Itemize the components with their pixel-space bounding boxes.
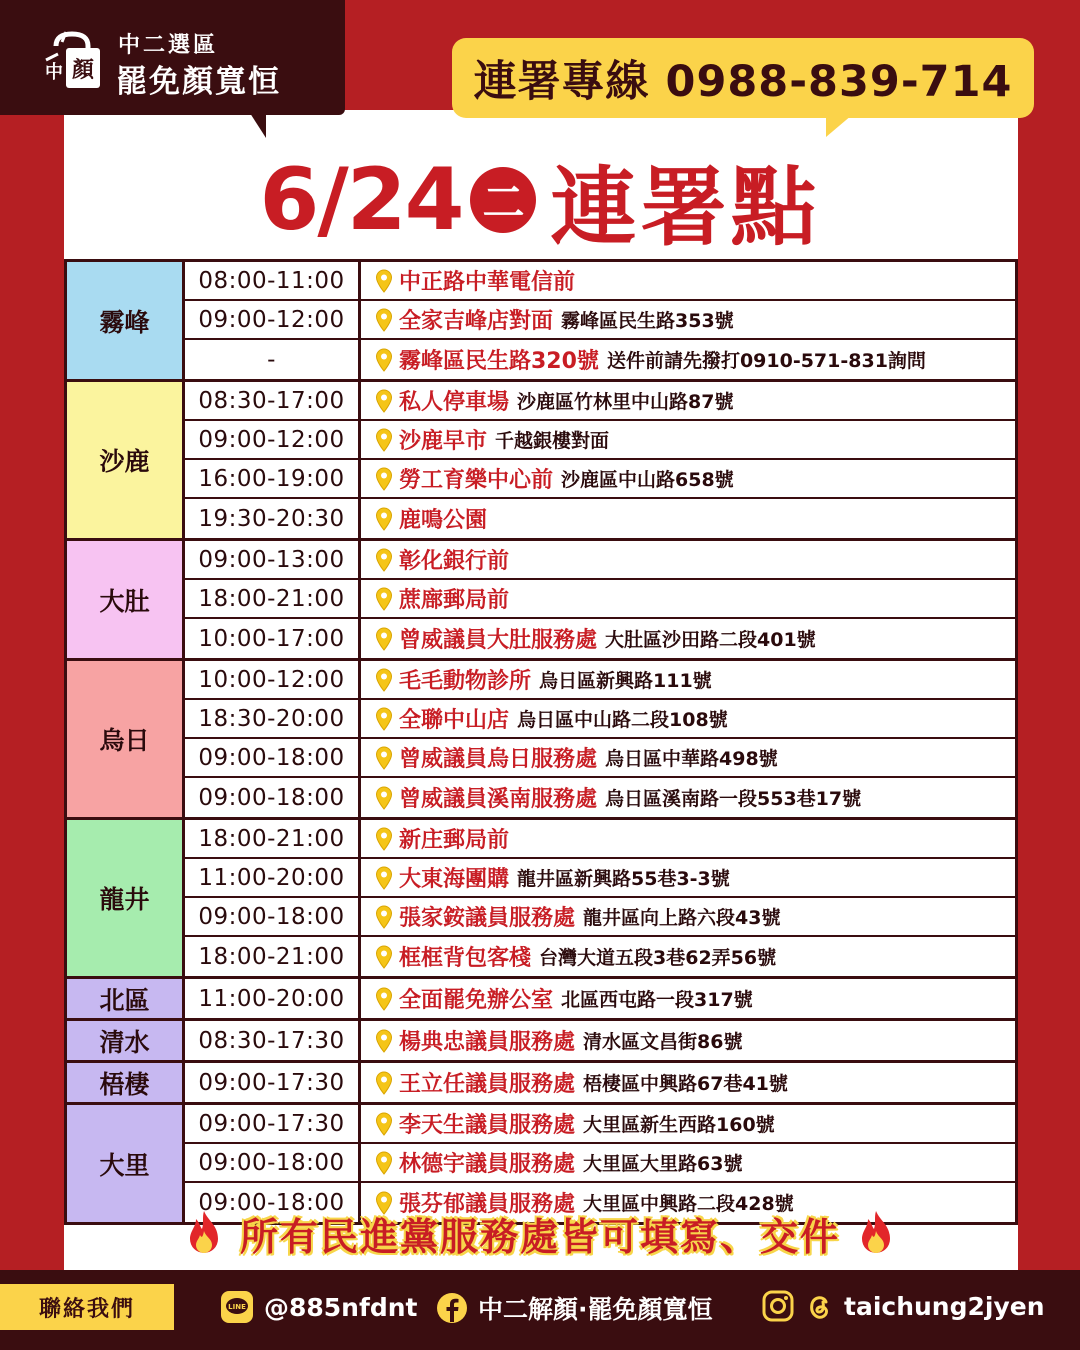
place-name: 全面罷免辦公室 (399, 988, 554, 1013)
table-row (185, 700, 1015, 739)
location-pin-icon (375, 668, 393, 692)
title-date: 6/24 (259, 150, 463, 250)
table-row (185, 460, 1015, 499)
location-pin-icon (375, 467, 393, 491)
place-address: 烏日區中華路498號 (605, 748, 778, 770)
place-name: 王立任議員服務處 (399, 1072, 576, 1097)
location-pin-icon (375, 507, 393, 531)
time-cell: 09:00-18:00 (185, 1144, 361, 1181)
place-address: 沙鹿區竹林里中山路87號 (517, 391, 734, 413)
place-name: 曾威議員烏日服務處 (399, 747, 598, 772)
table-row (185, 421, 1015, 460)
table-row (185, 340, 1015, 379)
location-pin-icon (375, 746, 393, 770)
region-rows (185, 979, 1015, 1018)
region-label: 梧棲 (67, 1063, 185, 1102)
location-pin-icon (375, 866, 393, 890)
brand-logo (42, 30, 104, 92)
location-pin-icon (375, 707, 393, 731)
place-name: 勞工育樂中心前 (399, 468, 554, 493)
location-cell (361, 1067, 788, 1098)
place-name: 大東海團購 (399, 867, 510, 892)
region-rows (185, 661, 1015, 817)
time-cell: 10:00-17:00 (185, 619, 361, 658)
location-pin-icon (375, 389, 393, 413)
place-address: 沙鹿區中山路658號 (561, 469, 734, 491)
instagram-handle: taichung2jyen (844, 1291, 1045, 1321)
table-row (185, 1105, 1015, 1144)
place-address: 霧峰區民生路353號 (561, 310, 734, 332)
place-name: 曾威議員溪南服務處 (399, 787, 598, 812)
location-cell (361, 862, 730, 893)
place-address: 烏日區新興路111號 (539, 670, 712, 692)
location-cell (361, 823, 509, 854)
place-name: 沙鹿早市 (399, 429, 488, 454)
table-row (185, 778, 1015, 817)
location-pin-icon (375, 1071, 393, 1095)
region-rows (185, 382, 1015, 538)
location-pin-icon (375, 1151, 393, 1175)
hotline-bubble (452, 38, 1034, 118)
place-address: 千越銀樓對面 (495, 430, 610, 452)
location-pin-icon (375, 1112, 393, 1136)
time-cell: 08:30-17:00 (185, 382, 361, 419)
location-cell (361, 344, 926, 375)
location-cell (361, 782, 861, 813)
brand-district: 中二選區 (118, 32, 219, 58)
time-cell: 18:00-21:00 (185, 580, 361, 617)
location-cell (361, 664, 712, 695)
place-name: 李天生議員服務處 (399, 1113, 576, 1138)
place-address: 清水區文昌街86號 (583, 1031, 743, 1053)
place-name: 曾威議員大肚服務處 (399, 628, 598, 653)
location-cell (361, 623, 816, 654)
table-row (185, 619, 1015, 658)
location-cell (361, 583, 509, 614)
time-cell: 09:00-13:00 (185, 541, 361, 578)
place-name: 中正路中華電信前 (399, 270, 576, 295)
location-pin-icon (375, 308, 393, 332)
time-cell: 10:00-12:00 (185, 661, 361, 698)
time-cell: 18:00-21:00 (185, 820, 361, 857)
region-group (67, 661, 1015, 820)
place-name: 全聯中山店 (399, 708, 510, 733)
place-address: 龍井區向上路六段43號 (583, 907, 781, 929)
table-row (185, 382, 1015, 421)
time-cell: 09:00-17:30 (185, 1105, 361, 1142)
note-banner (0, 1200, 1080, 1266)
svg-text:顏: 顏 (71, 58, 95, 83)
location-pin-icon (375, 428, 393, 452)
region-label: 霧峰 (67, 262, 185, 379)
table-row (185, 979, 1015, 1018)
place-address: 台灣大道五段3巷62弄56號 (539, 947, 777, 969)
location-pin-icon (375, 786, 393, 810)
line-icon (220, 1290, 254, 1324)
place-address: 北區西屯路一段317號 (561, 989, 753, 1011)
table-row (185, 820, 1015, 859)
brand-tail (248, 110, 266, 138)
region-group (67, 541, 1015, 661)
location-cell (361, 265, 575, 296)
location-pin-icon (375, 827, 393, 851)
line-link[interactable] (220, 1290, 418, 1324)
facebook-link[interactable] (436, 1290, 713, 1326)
schedule-table (64, 259, 1018, 1225)
location-pin-icon (375, 548, 393, 572)
table-row (185, 859, 1015, 898)
table-row (185, 262, 1015, 301)
title-weekday-badge: 二 (470, 167, 536, 233)
title-text: 連署點 (550, 158, 821, 258)
place-name: 毛毛動物診所 (399, 669, 532, 694)
region-group (67, 979, 1015, 1021)
place-name: 彰化銀行前 (399, 549, 510, 574)
time-cell: 08:00-11:00 (185, 262, 361, 299)
place-name: 張芬郁議員服務處 (399, 1192, 576, 1217)
location-cell (361, 503, 487, 534)
region-label: 大里 (67, 1105, 185, 1222)
instagram-icon (762, 1290, 794, 1322)
region-rows (185, 820, 1015, 976)
place-name: 鹿鳴公園 (399, 508, 488, 533)
place-name: 私人停車場 (399, 390, 510, 415)
page-title (0, 150, 1080, 258)
time-cell: 09:00-12:00 (185, 421, 361, 458)
region-label: 沙鹿 (67, 382, 185, 538)
fire-icon (184, 1209, 224, 1257)
place-address: 大里區大里路63號 (583, 1153, 743, 1175)
instagram-link[interactable] (762, 1290, 1045, 1322)
location-pin-icon (375, 987, 393, 1011)
table-row (185, 1021, 1015, 1060)
location-cell (361, 304, 734, 335)
place-name: 框框背包客棧 (399, 946, 532, 971)
region-group (67, 1021, 1015, 1063)
table-row (185, 739, 1015, 778)
time-cell: - (185, 340, 361, 379)
svg-text:中: 中 (45, 62, 63, 83)
table-row (185, 1144, 1015, 1183)
place-name: 新庄郵局前 (399, 828, 510, 853)
time-cell: 09:00-12:00 (185, 301, 361, 338)
place-address: 大里區新生西路160號 (583, 1114, 775, 1136)
contact-label: 聯絡我們 (0, 1284, 174, 1330)
time-cell: 18:00-21:00 (185, 937, 361, 976)
note-text: 所有民進黨服務處皆可填寫、交件 (239, 1214, 840, 1259)
time-cell: 09:00-18:00 (185, 1183, 361, 1222)
region-label: 大肚 (67, 541, 185, 658)
time-cell: 09:00-18:00 (185, 778, 361, 817)
region-rows (185, 541, 1015, 658)
region-label: 清水 (67, 1021, 185, 1060)
location-cell (361, 901, 780, 932)
location-pin-icon (375, 587, 393, 611)
table-row (185, 937, 1015, 976)
table-row (185, 661, 1015, 700)
location-cell (361, 544, 509, 575)
region-rows (185, 1063, 1015, 1102)
location-cell (361, 1108, 775, 1139)
place-address: 梧棲區中興路67巷41號 (583, 1073, 788, 1095)
region-group (67, 820, 1015, 979)
region-rows (185, 262, 1015, 379)
table-row (185, 541, 1015, 580)
time-cell: 08:30-17:30 (185, 1021, 361, 1060)
time-cell: 19:30-20:30 (185, 499, 361, 538)
table-row (185, 1063, 1015, 1102)
place-address: 送件前請先撥打0910-571-831詢問 (606, 350, 926, 372)
place-name: 楊典忠議員服務處 (399, 1030, 576, 1055)
region-group (67, 1063, 1015, 1105)
facebook-icon (436, 1292, 468, 1324)
region-label: 北區 (67, 979, 185, 1018)
facebook-name: 中二解顏·罷免顏寬恒 (478, 1295, 713, 1324)
location-pin-icon (375, 905, 393, 929)
location-cell (361, 385, 733, 416)
fire-icon (856, 1209, 896, 1257)
region-label: 龍井 (67, 820, 185, 976)
location-cell (361, 703, 728, 734)
location-cell (361, 983, 753, 1014)
region-rows (185, 1021, 1015, 1060)
brand-tab (0, 0, 345, 115)
place-name: 霧峰區民生路320號 (399, 349, 599, 374)
svg-text:LINE: LINE (228, 1303, 246, 1311)
brand-campaign: 罷免顏寬恒 (116, 64, 281, 100)
time-cell: 16:00-19:00 (185, 460, 361, 497)
table-row (185, 499, 1015, 538)
location-pin-icon (375, 1029, 393, 1053)
location-cell (361, 463, 734, 494)
location-cell (361, 424, 609, 455)
location-cell (361, 1025, 742, 1056)
place-name: 林德宇議員服務處 (399, 1152, 576, 1177)
time-cell: 09:00-17:30 (185, 1063, 361, 1102)
table-row (185, 898, 1015, 937)
location-cell (361, 1147, 742, 1178)
line-id: @885nfdnt (264, 1292, 418, 1322)
footer (0, 1270, 1080, 1350)
time-cell: 09:00-18:00 (185, 739, 361, 776)
time-cell: 11:00-20:00 (185, 859, 361, 896)
place-address: 烏日區溪南路一段553巷17號 (605, 788, 862, 810)
table-row (185, 301, 1015, 340)
place-name: 全家吉峰店對面 (399, 309, 554, 334)
time-cell: 09:00-18:00 (185, 898, 361, 935)
region-group (67, 262, 1015, 382)
place-name: 張家銨議員服務處 (399, 906, 576, 931)
place-address: 大里區中興路二段428號 (583, 1193, 794, 1215)
table-row (185, 580, 1015, 619)
region-group (67, 382, 1015, 541)
location-pin-icon (375, 269, 393, 293)
location-pin-icon (375, 348, 393, 372)
place-name: 蔗廍郵局前 (399, 588, 510, 613)
time-cell: 11:00-20:00 (185, 979, 361, 1018)
place-address: 大肚區沙田路二段401號 (605, 629, 816, 651)
hotline-text: 連署專線 0988-839-714 (473, 56, 1013, 107)
threads-icon (804, 1290, 834, 1322)
place-address: 龍井區新興路55巷3-3號 (517, 868, 730, 890)
location-cell (361, 742, 778, 773)
region-label: 烏日 (67, 661, 185, 817)
place-address: 烏日區中山路二段108號 (517, 709, 728, 731)
location-pin-icon (375, 627, 393, 651)
time-cell: 18:30-20:00 (185, 700, 361, 737)
location-pin-icon (375, 945, 393, 969)
location-cell (361, 941, 776, 972)
hotline-tail (826, 115, 852, 137)
